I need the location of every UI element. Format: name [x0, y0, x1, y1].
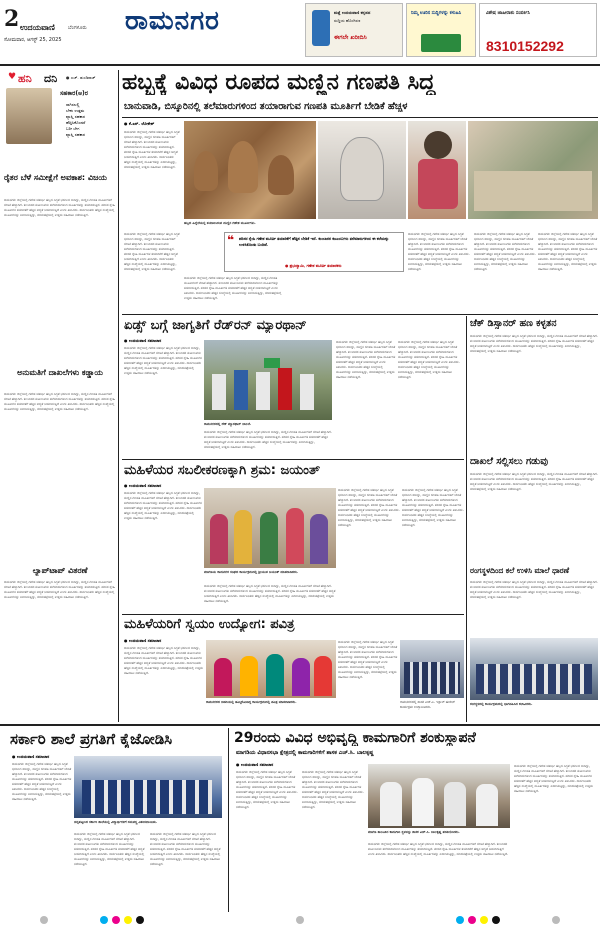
- masthead-rule: [0, 64, 600, 66]
- poem-line: ವ್ಯಾಪ್ತಿ ಸಹಕಾರ: [66, 114, 85, 119]
- women-body-4: ರಾಮನಗರ: ಜಿಲ್ಲೆಯಲ್ಲಿ ಗಣೇಶ ಚತುರ್ಥಿ ಹಬ್ಬದ ಸಿದ್ಧತೆ ಭರದಿಂದ ಸಾಗಿದ್ದು, ಮಣ್ಣಿನ ಗಣಪತಿ ಮೂರ್ತಿಗಳಿಗೆ ಬೇಡಿಕೆ ಹೆಚ್ಚಾಗಿದೆ. ಕುಂಬಾರರ ಕುಟುಂಬಗಳು ತಲೆಮಾರುಗಳಿಂದ ಮೂರ್ತಿಗಳನ್ನು ತಯಾರಿಸುತ್ತಿವೆ. ಪರಿಸರ ಸ್ನೇಹಿ ಮೂರ್ತಿಗಳ ತಯಾರಿಕೆಗೆ ಹೆಚ್ಚಿನ ಆದ್ಯತೆ ನೀಡಲಾಗುತ್ತಿದೆ ಎಂದು ತಿಳಿಸಿದರು. ಸಾರ್ವಜನಿಕರು ಹೆಚ್ಚಿನ ಸಂಖ್ಯೆಯಲ್ಲಿ ಮೂರ್ತಿಗಳನ್ನು ಖರೀದಿಸುತ್ತಿದ್ದು, ಮಾರುಕಟ್ಟೆಯಲ್ಲಿ ಉತ್ತಮ ವಹಿವಾಟು ನಡೆಯುತ್ತಿದೆ.: [402, 488, 464, 527]
- columnist-portrait: [6, 88, 52, 144]
- ad-phone-number: 8310152292: [486, 38, 564, 54]
- works-body-4: ರಾಮನಗರ: ಜಿಲ್ಲೆಯಲ್ಲಿ ಗಣೇಶ ಚತುರ್ಥಿ ಹಬ್ಬದ ಸಿದ್ಧತೆ ಭರದಿಂದ ಸಾಗಿದ್ದು, ಮಣ್ಣಿನ ಗಣಪತಿ ಮೂರ್ತಿಗಳಿಗೆ ಬೇಡಿಕೆ ಹೆಚ್ಚಾಗಿದೆ. ಕುಂಬಾರರ ಕುಟುಂಬಗಳು ತಲೆಮಾರುಗಳಿಂದ ಮೂರ್ತಿಗಳನ್ನು ತಯಾರಿಸುತ್ತಿವೆ. ಪರಿಸರ ಸ್ನೇಹಿ ಮೂರ್ತಿಗಳ ತಯಾರಿಕೆಗೆ ಹೆಚ್ಚಿನ ಆದ್ಯತೆ ನೀಡಲಾಗುತ್ತಿದೆ ಎಂದು ತಿಳಿಸಿದರು. ಸಾರ್ವಜನಿಕರು ಹೆಚ್ಚಿನ ಸಂಖ್ಯೆಯಲ್ಲಿ ಮೂರ್ತಿಗಳನ್ನು ಖರೀದಿಸುತ್ತಿದ್ದು, ಮಾರುಕಟ್ಟೆಯಲ್ಲಿ ಉತ್ತಮ ವಹಿವಾಟು ನಡೆಯುತ್ತಿದೆ.: [514, 764, 594, 793]
- works-subhead: ಮಾಗಡಿಯ ವಿಧಾನಸಭಾ ಕ್ಷೇತ್ರದಲ್ಲಿ ಕಾಮಗಾರಿಗಳಿಗೆ ಶಾಸಕ ಎಚ್.ಸಿ. ಬಾಲಕೃಷ್ಣ: [236, 750, 374, 756]
- aids-photo: [204, 340, 332, 420]
- columnist-logo-1: ಹನಿ: [18, 72, 32, 85]
- selfemp-photo: [206, 640, 336, 698]
- left-story1-headline: ರೈತರ ಬೆಳೆ ಸಮೀಕ್ಷೆಗೆ ಅವಕಾಶ: ವಿಜಯ: [4, 173, 107, 182]
- main-bottom-rule: [122, 314, 598, 315]
- right-story3-headline: ರಂಗಸ್ಥಳದಿಂದ ಕಲೆ ಉಳಿಸಿ ಮಾಲೆ ಧಾರಣೆ: [470, 566, 570, 575]
- women-bottom-rule: [122, 614, 464, 615]
- aids-body-1: ರಾಮನಗರ: ಜಿಲ್ಲೆಯಲ್ಲಿ ಗಣೇಶ ಚತುರ್ಥಿ ಹಬ್ಬದ ಸಿದ್ಧತೆ ಭರದಿಂದ ಸಾಗಿದ್ದು, ಮಣ್ಣಿನ ಗಣಪತಿ ಮೂರ್ತಿಗಳಿಗೆ ಬೇಡಿಕೆ ಹೆಚ್ಚಾಗಿದೆ. ಕುಂಬಾರರ ಕುಟುಂಬಗಳು ತಲೆಮಾರುಗಳಿಂದ ಮೂರ್ತಿಗಳನ್ನು ತಯಾರಿಸುತ್ತಿವೆ. ಪರಿಸರ ಸ್ನೇಹಿ ಮೂರ್ತಿಗಳ ತಯಾರಿಕೆಗೆ ಹೆಚ್ಚಿನ ಆದ್ಯತೆ ನೀಡಲಾಗುತ್ತಿದೆ ಎಂದು ತಿಳಿಸಿದರು. ಸಾರ್ವಜನಿಕರು ಹೆಚ್ಚಿನ ಸಂಖ್ಯೆಯಲ್ಲಿ ಮೂರ್ತಿಗಳನ್ನು ಖರೀದಿಸುತ್ತಿದ್ದು, ಮಾರುಕಟ್ಟೆಯಲ್ಲಿ ಉತ್ತಮ ವಹಿವಾಟು ನಡೆಯುತ್ತಿದೆ.: [124, 346, 202, 375]
- ad2-text: ನಿಮ್ಮ ಊರಿನ ಸುದ್ದಿಗಳನ್ನು ಕಳುಹಿಸಿ: [411, 11, 462, 16]
- phone-graphic-icon: [312, 10, 330, 46]
- columnist-box: [4, 70, 116, 168]
- ad3-text: ವಿಶೇಷ ಜಾಹೀರಾತು ಸಂಪರ್ಕಿಸಿ: [486, 11, 530, 16]
- columnist-logo-2: ದನಿ: [44, 72, 58, 85]
- selfemp-caption: ರಾಮನಗರದ ಬಿಡದಿಯಲ್ಲಿ ಹಮ್ಮಿಕೊಂಡಿದ್ದ ಕಾರ್ಯಕ್ರಮದಲ್ಲಿ ಪವಿತ್ರ ಮಾತನಾಡಿದರು.: [206, 700, 297, 704]
- poem-line: ವ್ಯಾಪ್ತಿ ಸಹಕಾರ: [66, 132, 85, 137]
- main-body-col4: ರಾಮನಗರ: ಜಿಲ್ಲೆಯಲ್ಲಿ ಗಣೇಶ ಚತುರ್ಥಿ ಹಬ್ಬದ ಸಿದ್ಧತೆ ಭರದಿಂದ ಸಾಗಿದ್ದು, ಮಣ್ಣಿನ ಗಣಪತಿ ಮೂರ್ತಿಗಳಿಗೆ ಬೇಡಿಕೆ ಹೆಚ್ಚಾಗಿದೆ. ಕುಂಬಾರರ ಕುಟುಂಬಗಳು ತಲೆಮಾರುಗಳಿಂದ ಮೂರ್ತಿಗಳನ್ನು ತಯಾರಿಸುತ್ತಿವೆ. ಪರಿಸರ ಸ್ನೇಹಿ ಮೂರ್ತಿಗಳ ತಯಾರಿಕೆಗೆ ಹೆಚ್ಚಿನ ಆದ್ಯತೆ ನೀಡಲಾಗುತ್ತಿದೆ ಎಂದು ತಿಳಿಸಿದರು. ಸಾರ್ವಜನಿಕರು ಹೆಚ್ಚಿನ ಸಂಖ್ಯೆಯಲ್ಲಿ ಮೂರ್ತಿಗಳನ್ನು ಖರೀದಿಸುತ್ತಿದ್ದು, ಮಾರುಕಟ್ಟೆಯಲ್ಲಿ ಉತ್ತಮ ವಹಿವಾಟು ನಡೆಯುತ್ತಿದೆ.: [408, 232, 470, 271]
- school-byline: ● ಉದಯವಾಣಿ ಸಮಾಚಾರ: [12, 754, 50, 759]
- ad2-graphic: [421, 34, 461, 52]
- main-photo-ganesha: [318, 121, 406, 219]
- main-byline: ● ಕೆ.ಎಸ್. ಲೋಕೇಶ್: [124, 121, 155, 126]
- ad-news-submit[interactable]: [406, 3, 476, 57]
- aids-caption: ರಾಮನಗರದಲ್ಲಿ ರೆಡ್ ಮ್ಯಾರಥಾನ್ ಚಾಲನೆ.: [204, 422, 252, 426]
- left-story3-headline: ಲ್ಯಾಪ್‌ಟಾಪ್ ವಿತರಣೆ: [32, 566, 88, 575]
- main-headline: ಹಬ್ಬಕ್ಕೆ ವಿವಿಧ ರೂಪದ ಮಣ್ಣಿನ ಗಣಪತಿ ಸಿದ್ಧ: [122, 70, 436, 95]
- columnist-author: ● ಎಚ್. ಡುಂಡಿರಾಜ್: [66, 75, 96, 80]
- main-photo-artisan: [408, 121, 466, 219]
- selfemp-photo-2: [400, 640, 464, 698]
- left-story2-body: ರಾಮನಗರ: ಜಿಲ್ಲೆಯಲ್ಲಿ ಗಣೇಶ ಚತುರ್ಥಿ ಹಬ್ಬದ ಸಿದ್ಧತೆ ಭರದಿಂದ ಸಾಗಿದ್ದು, ಮಣ್ಣಿನ ಗಣಪತಿ ಮೂರ್ತಿಗಳಿಗೆ ಬೇಡಿಕೆ ಹೆಚ್ಚಾಗಿದೆ. ಕುಂಬಾರರ ಕುಟುಂಬಗಳು ತಲೆಮಾರುಗಳಿಂದ ಮೂರ್ತಿಗಳನ್ನು ತಯಾರಿಸುತ್ತಿವೆ. ಪರಿಸರ ಸ್ನೇಹಿ ಮೂರ್ತಿಗಳ ತಯಾರಿಕೆಗೆ ಹೆಚ್ಚಿನ ಆದ್ಯತೆ ನೀಡಲಾಗುತ್ತಿದೆ ಎಂದು ತಿಳಿಸಿದರು. ಸಾರ್ವಜನಿಕರು ಹೆಚ್ಚಿನ ಸಂಖ್ಯೆಯಲ್ಲಿ ಮೂರ್ತಿಗಳನ್ನು ಖರೀದಿಸುತ್ತಿದ್ದು, ಮಾರುಕಟ್ಟೆಯಲ್ಲಿ ಉತ್ತಮ ವಹಿವಾಟು ನಡೆಯುತ್ತಿದೆ.: [4, 392, 115, 411]
- aids-body-4: ರಾಮನಗರ: ಜಿಲ್ಲೆಯಲ್ಲಿ ಗಣೇಶ ಚತುರ್ಥಿ ಹಬ್ಬದ ಸಿದ್ಧತೆ ಭರದಿಂದ ಸಾಗಿದ್ದು, ಮಣ್ಣಿನ ಗಣಪತಿ ಮೂರ್ತಿಗಳಿಗೆ ಬೇಡಿಕೆ ಹೆಚ್ಚಾಗಿದೆ. ಕುಂಬಾರರ ಕುಟುಂಬಗಳು ತಲೆಮಾರುಗಳಿಂದ ಮೂರ್ತಿಗಳನ್ನು ತಯಾರಿಸುತ್ತಿವೆ. ಪರಿಸರ ಸ್ನೇಹಿ ಮೂರ್ತಿಗಳ ತಯಾರಿಕೆಗೆ ಹೆಚ್ಚಿನ ಆದ್ಯತೆ ನೀಡಲಾಗುತ್ತಿದೆ ಎಂದು ತಿಳಿಸಿದರು. ಸಾರ್ವಜನಿಕರು ಹೆಚ್ಚಿನ ಸಂಖ್ಯೆಯಲ್ಲಿ ಮೂರ್ತಿಗಳನ್ನು ಖರೀದಿಸುತ್ತಿದ್ದು, ಮಾರುಕಟ್ಟೆಯಲ್ಲಿ ಉತ್ತಮ ವಹಿವಾಟು ನಡೆಯುತ್ತಿದೆ.: [398, 340, 460, 379]
- left-story1-body: ರಾಮನಗರ: ಜಿಲ್ಲೆಯಲ್ಲಿ ಗಣೇಶ ಚತುರ್ಥಿ ಹಬ್ಬದ ಸಿದ್ಧತೆ ಭರದಿಂದ ಸಾಗಿದ್ದು, ಮಣ್ಣಿನ ಗಣಪತಿ ಮೂರ್ತಿಗಳಿಗೆ ಬೇಡಿಕೆ ಹೆಚ್ಚಾಗಿದೆ. ಕುಂಬಾರರ ಕುಟುಂಬಗಳು ತಲೆಮಾರುಗಳಿಂದ ಮೂರ್ತಿಗಳನ್ನು ತಯಾರಿಸುತ್ತಿವೆ. ಪರಿಸರ ಸ್ನೇಹಿ ಮೂರ್ತಿಗಳ ತಯಾರಿಕೆಗೆ ಹೆಚ್ಚಿನ ಆದ್ಯತೆ ನೀಡಲಾಗುತ್ತಿದೆ ಎಂದು ತಿಳಿಸಿದರು. ಸಾರ್ವಜನಿಕರು ಹೆಚ್ಚಿನ ಸಂಖ್ಯೆಯಲ್ಲಿ ಮೂರ್ತಿಗಳನ್ನು ಖರೀದಿಸುತ್ತಿದ್ದು, ಮಾರುಕಟ್ಟೆಯಲ್ಲಿ ಉತ್ತಮ ವಹಿವಾಟು ನಡೆಯುತ್ತಿದೆ.: [4, 198, 115, 217]
- women-body-1: ರಾಮನಗರ: ಜಿಲ್ಲೆಯಲ್ಲಿ ಗಣೇಶ ಚತುರ್ಥಿ ಹಬ್ಬದ ಸಿದ್ಧತೆ ಭರದಿಂದ ಸಾಗಿದ್ದು, ಮಣ್ಣಿನ ಗಣಪತಿ ಮೂರ್ತಿಗಳಿಗೆ ಬೇಡಿಕೆ ಹೆಚ್ಚಾಗಿದೆ. ಕುಂಬಾರರ ಕುಟುಂಬಗಳು ತಲೆಮಾರುಗಳಿಂದ ಮೂರ್ತಿಗಳನ್ನು ತಯಾರಿಸುತ್ತಿವೆ. ಪರಿಸರ ಸ್ನೇಹಿ ಮೂರ್ತಿಗಳ ತಯಾರಿಕೆಗೆ ಹೆಚ್ಚಿನ ಆದ್ಯತೆ ನೀಡಲಾಗುತ್ತಿದೆ ಎಂದು ತಿಳಿಸಿದರು. ಸಾರ್ವಜನಿಕರು ಹೆಚ್ಚಿನ ಸಂಖ್ಯೆಯಲ್ಲಿ ಮೂರ್ತಿಗಳನ್ನು ಖರೀದಿಸುತ್ತಿದ್ದು, ಮಾರುಕಟ್ಟೆಯಲ್ಲಿ ಉತ್ತಮ ವಹಿವಾಟು ನಡೆಯುತ್ತಿದೆ.: [124, 491, 202, 520]
- quote-text: ಪರಿಸರ ಸ್ನೇಹಿ ಗಣೇಶ ಮೂರ್ತಿ ತಯಾರಿಕೆಗೆ ಹೆಚ್ಚಿನ ಬೇಡಿಕೆ ಇದೆ. ಕುಂಬಾರರ ಕುಟುಂಬಗಳು ತಲೆಮಾರುಗಳಿಂದ ಈ ಕಲೆಯನ್ನು ಉಳಿಸಿಕೊಂಡು ಬಂದಿವೆ.: [239, 236, 389, 247]
- poem-title: ಸಹಕಾರ(ಅ)ರ: [60, 90, 88, 97]
- city-label: ಬೆಂಗಳೂರು: [68, 25, 87, 31]
- aids-bottom-rule: [122, 459, 464, 460]
- selfemp-body-1: ರಾಮನಗರ: ಜಿಲ್ಲೆಯಲ್ಲಿ ಗಣೇಶ ಚತುರ್ಥಿ ಹಬ್ಬದ ಸಿದ್ಧತೆ ಭರದಿಂದ ಸಾಗಿದ್ದು, ಮಣ್ಣಿನ ಗಣಪತಿ ಮೂರ್ತಿಗಳಿಗೆ ಬೇಡಿಕೆ ಹೆಚ್ಚಾಗಿದೆ. ಕುಂಬಾರರ ಕುಟುಂಬಗಳು ತಲೆಮಾರುಗಳಿಂದ ಮೂರ್ತಿಗಳನ್ನು ತಯಾರಿಸುತ್ತಿವೆ. ಪರಿಸರ ಸ್ನೇಹಿ ಮೂರ್ತಿಗಳ ತಯಾರಿಕೆಗೆ ಹೆಚ್ಚಿನ ಆದ್ಯತೆ ನೀಡಲಾಗುತ್ತಿದೆ ಎಂದು ತಿಳಿಸಿದರು. ಸಾರ್ವಜನಿಕರು ಹೆಚ್ಚಿನ ಸಂಖ್ಯೆಯಲ್ಲಿ ಮೂರ್ತಿಗಳನ್ನು ಖರೀದಿಸುತ್ತಿದ್ದು, ಮಾರುಕಟ್ಟೆಯಲ್ಲಿ ಉತ್ತಮ ವಹಿವಾಟು ನಡೆಯುತ್ತಿದೆ.: [124, 646, 204, 675]
- school-body-2: ರಾಮನಗರ: ಜಿಲ್ಲೆಯಲ್ಲಿ ಗಣೇಶ ಚತುರ್ಥಿ ಹಬ್ಬದ ಸಿದ್ಧತೆ ಭರದಿಂದ ಸಾಗಿದ್ದು, ಮಣ್ಣಿನ ಗಣಪತಿ ಮೂರ್ತಿಗಳಿಗೆ ಬೇಡಿಕೆ ಹೆಚ್ಚಾಗಿದೆ. ಕುಂಬಾರರ ಕುಟುಂಬಗಳು ತಲೆಮಾರುಗಳಿಂದ ಮೂರ್ತಿಗಳನ್ನು ತಯಾರಿಸುತ್ತಿವೆ. ಪರಿಸರ ಸ್ನೇಹಿ ಮೂರ್ತಿಗಳ ತಯಾರಿಕೆಗೆ ಹೆಚ್ಚಿನ ಆದ್ಯತೆ ನೀಡಲಾಗುತ್ತಿದೆ ಎಂದು ತಿಳಿಸಿದರು. ಸಾರ್ವಜನಿಕರು ಹೆಚ್ಚಿನ ಸಂಖ್ಯೆಯಲ್ಲಿ ಮೂರ್ತಿಗಳನ್ನು ಖರೀದಿಸುತ್ತಿದ್ದು, ಮಾರುಕಟ್ಟೆಯಲ್ಲಿ ಉತ್ತಮ ವಹಿವಾಟು ನಡೆಯುತ್ತಿದೆ.: [74, 832, 145, 866]
- masthead: [0, 0, 600, 68]
- main-body-col2: ರಾಮನಗರ: ಜಿಲ್ಲೆಯಲ್ಲಿ ಗಣೇಶ ಚತುರ್ಥಿ ಹಬ್ಬದ ಸಿದ್ಧತೆ ಭರದಿಂದ ಸಾಗಿದ್ದು, ಮಣ್ಣಿನ ಗಣಪತಿ ಮೂರ್ತಿಗಳಿಗೆ ಬೇಡಿಕೆ ಹೆಚ್ಚಾಗಿದೆ. ಕುಂಬಾರರ ಕುಟುಂಬಗಳು ತಲೆಮಾರುಗಳಿಂದ ಮೂರ್ತಿಗಳನ್ನು ತಯಾರಿಸುತ್ತಿವೆ. ಪರಿಸರ ಸ್ನೇಹಿ ಮೂರ್ತಿಗಳ ತಯಾರಿಕೆಗೆ ಹೆಚ್ಚಿನ ಆದ್ಯತೆ ನೀಡಲಾಗುತ್ತಿದೆ ಎಂದು ತಿಳಿಸಿದರು. ಸಾರ್ವಜನಿಕರು ಹೆಚ್ಚಿನ ಸಂಖ್ಯೆಯಲ್ಲಿ ಮೂರ್ತಿಗಳನ್ನು ಖರೀದಿಸುತ್ತಿದ್ದು, ಮಾರುಕಟ್ಟೆಯಲ್ಲಿ ಉತ್ತಮ ವಹಿವಾಟು ನಡೆಯುತ್ತಿದೆ.: [124, 232, 180, 271]
- heart-icon: ♥: [8, 72, 17, 82]
- selfemp-headline: ಮಹಿಳೆಯರಿಗೆ ಸ್ವಯಂ ಉದ್ಯೋಗ: ಪವಿತ್ರ: [124, 617, 295, 632]
- works-body-1: ರಾಮನಗರ: ಜಿಲ್ಲೆಯಲ್ಲಿ ಗಣೇಶ ಚತುರ್ಥಿ ಹಬ್ಬದ ಸಿದ್ಧತೆ ಭರದಿಂದ ಸಾಗಿದ್ದು, ಮಣ್ಣಿನ ಗಣಪತಿ ಮೂರ್ತಿಗಳಿಗೆ ಬೇಡಿಕೆ ಹೆಚ್ಚಾಗಿದೆ. ಕುಂಬಾರರ ಕುಟುಂಬಗಳು ತಲೆಮಾರುಗಳಿಂದ ಮೂರ್ತಿಗಳನ್ನು ತಯಾರಿಸುತ್ತಿವೆ. ಪರಿಸರ ಸ್ನೇಹಿ ಮೂರ್ತಿಗಳ ತಯಾರಿಕೆಗೆ ಹೆಚ್ಚಿನ ಆದ್ಯತೆ ನೀಡಲಾಗುತ್ತಿದೆ ಎಂದು ತಿಳಿಸಿದರು. ಸಾರ್ವಜನಿಕರು ಹೆಚ್ಚಿನ ಸಂಖ್ಯೆಯಲ್ಲಿ ಮೂರ್ತಿಗಳನ್ನು ಖರೀದಿಸುತ್ತಿದ್ದು, ಮಾರುಕಟ್ಟೆಯಲ್ಲಿ ಉತ್ತಮ ವಹಿವಾಟು ನಡೆಯುತ್ತಿದೆ.: [236, 770, 298, 809]
- ad1-text: ಮತ್ತೆ ಉದಯವಾಣಿ ಕನ್ನಡದ: [334, 10, 371, 15]
- aids-headline: ಏಡ್ಸ್ ಬಗ್ಗೆ ಜಾಗೃತಿಗೆ ರೆಡ್‌ರನ್ ಮ್ಯಾರಥಾನ್: [124, 318, 307, 333]
- right-story2-headline: ದಾಖಲೆ ಸಲ್ಲಿಸಲು ಗಡುವು: [470, 456, 548, 467]
- selfemp-body-2: ರಾಮನಗರ: ಜಿಲ್ಲೆಯಲ್ಲಿ ಗಣೇಶ ಚತುರ್ಥಿ ಹಬ್ಬದ ಸಿದ್ಧತೆ ಭರದಿಂದ ಸಾಗಿದ್ದು, ಮಣ್ಣಿನ ಗಣಪತಿ ಮೂರ್ತಿಗಳಿಗೆ ಬೇಡಿಕೆ ಹೆಚ್ಚಾಗಿದೆ. ಕುಂಬಾರರ ಕುಟುಂಬಗಳು ತಲೆಮಾರುಗಳಿಂದ ಮೂರ್ತಿಗಳನ್ನು ತಯಾರಿಸುತ್ತಿವೆ. ಪರಿಸರ ಸ್ನೇಹಿ ಮೂರ್ತಿಗಳ ತಯಾರಿಕೆಗೆ ಹೆಚ್ಚಿನ ಆದ್ಯತೆ ನೀಡಲಾಗುತ್ತಿದೆ ಎಂದು ತಿಳಿಸಿದರು. ಸಾರ್ವಜನಿಕರು ಹೆಚ್ಚಿನ ಸಂಖ್ಯೆಯಲ್ಲಿ ಮೂರ್ತಿಗಳನ್ನು ಖರೀದಿಸುತ್ತಿದ್ದು, ಮಾರುಕಟ್ಟೆಯಲ್ಲಿ ಉತ್ತಮ ವಹಿವಾಟು ನಡೆಯುತ್ತಿದೆ.: [338, 640, 398, 679]
- school-col-rule: [228, 728, 229, 912]
- aids-byline: ● ಉದಯವಾಣಿ ಸಮಾಚಾರ: [124, 338, 162, 343]
- school-photo: [74, 756, 222, 818]
- selfemp-byline: ● ಉದಯವಾಣಿ ಸಮಾಚಾರ: [124, 638, 162, 643]
- poem-body: [66, 102, 116, 138]
- poem-line: ಬರೀ ಬೇಗ: [66, 126, 80, 131]
- works-headline: 29ರಂದು ವಿವಿಧ ಅಭಿವೃದ್ಧಿ ಕಾಮಗಾರಿಗೆ ಶಂಕುಸ್ಥಾಪನೆ: [234, 730, 476, 746]
- women-photo: [204, 488, 336, 568]
- works-caption: ಮಾಗಡಿ ತಾಲೂಕಿನ ಕಾಮಗಾರಿ ಸ್ಥಳವನ್ನು ಶಾಸಕ ಎಚ್.ಸಿ. ಬಾಲಕೃಷ್ಣ ಪರಿಶೀಲಿಸಿದರು.: [368, 830, 460, 834]
- school-headline: ಸರ್ಕಾರಿ ಶಾಲೆ ಪ್ರಗತಿಗೆ ಕೈಜೋಡಿಸಿ: [10, 730, 173, 748]
- right-story3-body: ರಾಮನಗರ: ಜಿಲ್ಲೆಯಲ್ಲಿ ಗಣೇಶ ಚತುರ್ಥಿ ಹಬ್ಬದ ಸಿದ್ಧತೆ ಭರದಿಂದ ಸಾಗಿದ್ದು, ಮಣ್ಣಿನ ಗಣಪತಿ ಮೂರ್ತಿಗಳಿಗೆ ಬೇಡಿಕೆ ಹೆಚ್ಚಾಗಿದೆ. ಕುಂಬಾರರ ಕುಟುಂಬಗಳು ತಲೆಮಾರುಗಳಿಂದ ಮೂರ್ತಿಗಳನ್ನು ತಯಾರಿಸುತ್ತಿವೆ. ಪರಿಸರ ಸ್ನೇಹಿ ಮೂರ್ತಿಗಳ ತಯಾರಿಕೆಗೆ ಹೆಚ್ಚಿನ ಆದ್ಯತೆ ನೀಡಲಾಗುತ್ತಿದೆ ಎಂದು ತಿಳಿಸಿದರು. ಸಾರ್ವಜನಿಕರು ಹೆಚ್ಚಿನ ಸಂಖ್ಯೆಯಲ್ಲಿ ಮೂರ್ತಿಗಳನ್ನು ಖರೀದಿಸುತ್ತಿದ್ದು, ಮಾರುಕಟ್ಟೆಯಲ್ಲಿ ಉತ್ತಮ ವಹಿವಾಟು ನಡೆಯುತ್ತಿದೆ.: [470, 580, 598, 599]
- main-photo-shop: [468, 121, 598, 219]
- aids-body-2: ರಾಮನಗರ: ಜಿಲ್ಲೆಯಲ್ಲಿ ಗಣೇಶ ಚತುರ್ಥಿ ಹಬ್ಬದ ಸಿದ್ಧತೆ ಭರದಿಂದ ಸಾಗಿದ್ದು, ಮಣ್ಣಿನ ಗಣಪತಿ ಮೂರ್ತಿಗಳಿಗೆ ಬೇಡಿಕೆ ಹೆಚ್ಚಾಗಿದೆ. ಕುಂಬಾರರ ಕುಟುಂಬಗಳು ತಲೆಮಾರುಗಳಿಂದ ಮೂರ್ತಿಗಳನ್ನು ತಯಾರಿಸುತ್ತಿವೆ. ಪರಿಸರ ಸ್ನೇಹಿ ಮೂರ್ತಿಗಳ ತಯಾರಿಕೆಗೆ ಹೆಚ್ಚಿನ ಆದ್ಯತೆ ನೀಡಲಾಗುತ್ತಿದೆ ಎಂದು ತಿಳಿಸಿದರು. ಸಾರ್ವಜನಿಕರು ಹೆಚ್ಚಿನ ಸಂಖ್ಯೆಯಲ್ಲಿ ಮೂರ್ತಿಗಳನ್ನು ಖರೀದಿಸುತ್ತಿದ್ದು, ಮಾರುಕಟ್ಟೆಯಲ್ಲಿ ಉತ್ತಮ ವಹಿವಾಟು ನಡೆಯುತ್ತಿದೆ.: [204, 430, 332, 449]
- poem-line: ಸಾಗಿಸಲಲ್ಲಿ: [66, 102, 80, 107]
- poem-line: ಹೆಚ್ಚಿಸಿಕೊಂಡರೆ: [66, 120, 86, 125]
- lower-section-rule: [0, 724, 600, 726]
- school-body-3: ರಾಮನಗರ: ಜಿಲ್ಲೆಯಲ್ಲಿ ಗಣೇಶ ಚತುರ್ಥಿ ಹಬ್ಬದ ಸಿದ್ಧತೆ ಭರದಿಂದ ಸಾಗಿದ್ದು, ಮಣ್ಣಿನ ಗಣಪತಿ ಮೂರ್ತಿಗಳಿಗೆ ಬೇಡಿಕೆ ಹೆಚ್ಚಾಗಿದೆ. ಕುಂಬಾರರ ಕುಟುಂಬಗಳು ತಲೆಮಾರುಗಳಿಂದ ಮೂರ್ತಿಗಳನ್ನು ತಯಾರಿಸುತ್ತಿವೆ. ಪರಿಸರ ಸ್ನೇಹಿ ಮೂರ್ತಿಗಳ ತಯಾರಿಕೆಗೆ ಹೆಚ್ಚಿನ ಆದ್ಯತೆ ನೀಡಲಾಗುತ್ತಿದೆ ಎಂದು ತಿಳಿಸಿದರು. ಸಾರ್ವಜನಿಕರು ಹೆಚ್ಚಿನ ಸಂಖ್ಯೆಯಲ್ಲಿ ಮೂರ್ತಿಗಳನ್ನು ಖರೀದಿಸುತ್ತಿದ್ದು, ಮಾರುಕಟ್ಟೆಯಲ್ಲಿ ಉತ್ತಮ ವಹಿವಾಟು ನಡೆಯುತ್ತಿದೆ.: [150, 832, 221, 866]
- works-body-3: ರಾಮನಗರ: ಜಿಲ್ಲೆಯಲ್ಲಿ ಗಣೇಶ ಚತುರ್ಥಿ ಹಬ್ಬದ ಸಿದ್ಧತೆ ಭರದಿಂದ ಸಾಗಿದ್ದು, ಮಣ್ಣಿನ ಗಣಪತಿ ಮೂರ್ತಿಗಳಿಗೆ ಬೇಡಿಕೆ ಹೆಚ್ಚಾಗಿದೆ. ಕುಂಬಾರರ ಕುಟುಂಬಗಳು ತಲೆಮಾರುಗಳಿಂದ ಮೂರ್ತಿಗಳನ್ನು ತಯಾರಿಸುತ್ತಿವೆ. ಪರಿಸರ ಸ್ನೇಹಿ ಮೂರ್ತಿಗಳ ತಯಾರಿಕೆಗೆ ಹೆಚ್ಚಿನ ಆದ್ಯತೆ ನೀಡಲಾಗುತ್ತಿದೆ ಎಂದು ತಿಳಿಸಿದರು. ಸಾರ್ವಜನಿಕರು ಹೆಚ್ಚಿನ ಸಂಖ್ಯೆಯಲ್ಲಿ ಮೂರ್ತಿಗಳನ್ನು ಖರೀದಿಸುತ್ತಿದ್ದು, ಮಾರುಕಟ್ಟೆಯಲ್ಲಿ ಉತ್ತಮ ವಹಿವಾಟು ನಡೆಯುತ್ತಿದೆ.: [368, 842, 509, 856]
- ad1-text-2: ಸುದ್ದಿಯ ಹೊಂಗಿರಣ: [334, 18, 361, 23]
- main-body-col3: ರಾಮನಗರ: ಜಿಲ್ಲೆಯಲ್ಲಿ ಗಣೇಶ ಚತುರ್ಥಿ ಹಬ್ಬದ ಸಿದ್ಧತೆ ಭರದಿಂದ ಸಾಗಿದ್ದು, ಮಣ್ಣಿನ ಗಣಪತಿ ಮೂರ್ತಿಗಳಿಗೆ ಬೇಡಿಕೆ ಹೆಚ್ಚಾಗಿದೆ. ಕುಂಬಾರರ ಕುಟುಂಬಗಳು ತಲೆಮಾರುಗಳಿಂದ ಮೂರ್ತಿಗಳನ್ನು ತಯಾರಿಸುತ್ತಿವೆ. ಪರಿಸರ ಸ್ನೇಹಿ ಮೂರ್ತಿಗಳ ತಯಾರಿಕೆಗೆ ಹೆಚ್ಚಿನ ಆದ್ಯತೆ ನೀಡಲಾಗುತ್ತಿದೆ ಎಂದು ತಿಳಿಸಿದರು. ಸಾರ್ವಜನಿಕರು ಹೆಚ್ಚಿನ ಸಂಖ್ಯೆಯಲ್ಲಿ ಮೂರ್ತಿಗಳನ್ನು ಖರೀದಿಸುತ್ತಿದ್ದು, ಮಾರುಕಟ್ಟೆಯಲ್ಲಿ ಉತ್ತಮ ವಹಿವಾಟು ನಡೆಯುತ್ತಿದೆ.: [184, 276, 282, 300]
- main-body-col6: ರಾಮನಗರ: ಜಿಲ್ಲೆಯಲ್ಲಿ ಗಣೇಶ ಚತುರ್ಥಿ ಹಬ್ಬದ ಸಿದ್ಧತೆ ಭರದಿಂದ ಸಾಗಿದ್ದು, ಮಣ್ಣಿನ ಗಣಪತಿ ಮೂರ್ತಿಗಳಿಗೆ ಬೇಡಿಕೆ ಹೆಚ್ಚಾಗಿದೆ. ಕುಂಬಾರರ ಕುಟುಂಬಗಳು ತಲೆಮಾರುಗಳಿಂದ ಮೂರ್ತಿಗಳನ್ನು ತಯಾರಿಸುತ್ತಿವೆ. ಪರಿಸರ ಸ್ನೇಹಿ ಮೂರ್ತಿಗಳ ತಯಾರಿಕೆಗೆ ಹೆಚ್ಚಿನ ಆದ್ಯತೆ ನೀಡಲಾಗುತ್ತಿದೆ ಎಂದು ತಿಳಿಸಿದರು. ಸಾರ್ವಜನಿಕರು ಹೆಚ್ಚಿನ ಸಂಖ್ಯೆಯಲ್ಲಿ ಮೂರ್ತಿಗಳನ್ನು ಖರೀದಿಸುತ್ತಿದ್ದು, ಮಾರುಕಟ್ಟೆಯಲ್ಲಿ ಉತ್ತಮ ವಹಿವಾಟು ನಡೆಯುತ್ತಿದೆ.: [538, 232, 598, 271]
- issue-date: ಸೋಮವಾರ, ಆಗಸ್ಟ್ 25, 2025: [4, 37, 62, 43]
- paper-name: ಉದಯವಾಣಿ: [20, 23, 55, 32]
- left-col-rule: [118, 70, 119, 722]
- works-photo: [368, 764, 510, 828]
- main-body-col5: ರಾಮನಗರ: ಜಿಲ್ಲೆಯಲ್ಲಿ ಗಣೇಶ ಚತುರ್ಥಿ ಹಬ್ಬದ ಸಿದ್ಧತೆ ಭರದಿಂದ ಸಾಗಿದ್ದು, ಮಣ್ಣಿನ ಗಣಪತಿ ಮೂರ್ತಿಗಳಿಗೆ ಬೇಡಿಕೆ ಹೆಚ್ಚಾಗಿದೆ. ಕುಂಬಾರರ ಕುಟುಂಬಗಳು ತಲೆಮಾರುಗಳಿಂದ ಮೂರ್ತಿಗಳನ್ನು ತಯಾರಿಸುತ್ತಿವೆ. ಪರಿಸರ ಸ್ನೇಹಿ ಮೂರ್ತಿಗಳ ತಯಾರಿಕೆಗೆ ಹೆಚ್ಚಿನ ಆದ್ಯತೆ ನೀಡಲಾಗುತ್ತಿದೆ ಎಂದು ತಿಳಿಸಿದರು. ಸಾರ್ವಜನಿಕರು ಹೆಚ್ಚಿನ ಸಂಖ್ಯೆಯಲ್ಲಿ ಮೂರ್ತಿಗಳನ್ನು ಖರೀದಿಸುತ್ತಿದ್ದು, ಮಾರುಕಟ್ಟೆಯಲ್ಲಿ ಉತ್ತಮ ವಹಿವಾಟು ನಡೆಯುತ್ತಿದೆ.: [474, 232, 536, 271]
- main-subhead: ಬಾನುವಾಡಿ, ಬಿಸ್ಕೂರಿನಲ್ಲಿ ತಲೆಮಾರುಗಳಿಂದ ತಯಾರಾಗುವ ಗಣಪತಿ ಮೂರ್ತಿಗೆ ಬೇಡಿಕೆ ಹೆಚ್ಚಳ: [124, 101, 408, 112]
- right-col-rule: [466, 316, 467, 722]
- works-byline: ● ಉದಯವಾಣಿ ಸಮಾಚಾರ: [236, 762, 274, 767]
- right-story1-headline: ಚೆಕ್ ಡಿಸ್ಸಾನರ್ ಹಣ ಕಳ್ಳತನ: [470, 318, 557, 329]
- women-headline: ಮಹಿಳೆಯರ ಸಬಲೀಕರಣಕ್ಕಾಗಿ ಶ್ರಮ: ಜಯಂತ್: [124, 463, 321, 478]
- poem-line: ಬೇಕು ಉತ್ತಮ: [66, 108, 85, 113]
- quote-mark-icon: ❝: [227, 233, 235, 247]
- headline-rule: [122, 117, 598, 118]
- left-story3-body: ರಾಮನಗರ: ಜಿಲ್ಲೆಯಲ್ಲಿ ಗಣೇಶ ಚತುರ್ಥಿ ಹಬ್ಬದ ಸಿದ್ಧತೆ ಭರದಿಂದ ಸಾಗಿದ್ದು, ಮಣ್ಣಿನ ಗಣಪತಿ ಮೂರ್ತಿಗಳಿಗೆ ಬೇಡಿಕೆ ಹೆಚ್ಚಾಗಿದೆ. ಕುಂಬಾರರ ಕುಟುಂಬಗಳು ತಲೆಮಾರುಗಳಿಂದ ಮೂರ್ತಿಗಳನ್ನು ತಯಾರಿಸುತ್ತಿವೆ. ಪರಿಸರ ಸ್ನೇಹಿ ಮೂರ್ತಿಗಳ ತಯಾರಿಕೆಗೆ ಹೆಚ್ಚಿನ ಆದ್ಯತೆ ನೀಡಲಾಗುತ್ತಿದೆ ಎಂದು ತಿಳಿಸಿದರು. ಸಾರ್ವಜನಿಕರು ಹೆಚ್ಚಿನ ಸಂಖ್ಯೆಯಲ್ಲಿ ಮೂರ್ತಿಗಳನ್ನು ಖರೀದಿಸುತ್ತಿದ್ದು, ಮಾರುಕಟ್ಟೆಯಲ್ಲಿ ಉತ್ತಮ ವಹಿವಾಟು ನಡೆಯುತ್ತಿದೆ.: [4, 580, 115, 599]
- main-body-col1: ರಾಮನಗರ: ಜಿಲ್ಲೆಯಲ್ಲಿ ಗಣೇಶ ಚತುರ್ಥಿ ಹಬ್ಬದ ಸಿದ್ಧತೆ ಭರದಿಂದ ಸಾಗಿದ್ದು, ಮಣ್ಣಿನ ಗಣಪತಿ ಮೂರ್ತಿಗಳಿಗೆ ಬೇಡಿಕೆ ಹೆಚ್ಚಾಗಿದೆ. ಕುಂಬಾರರ ಕುಟುಂಬಗಳು ತಲೆಮಾರುಗಳಿಂದ ಮೂರ್ತಿಗಳನ್ನು ತಯಾರಿಸುತ್ತಿವೆ. ಪರಿಸರ ಸ್ನೇಹಿ ಮೂರ್ತಿಗಳ ತಯಾರಿಕೆಗೆ ಹೆಚ್ಚಿನ ಆದ್ಯತೆ ನೀಡಲಾಗುತ್ತಿದೆ ಎಂದು ತಿಳಿಸಿದರು. ಸಾರ್ವಜನಿಕರು ಹೆಚ್ಚಿನ ಸಂಖ್ಯೆಯಲ್ಲಿ ಮೂರ್ತಿಗಳನ್ನು ಖರೀದಿಸುತ್ತಿದ್ದು, ಮಾರುಕಟ್ಟೆಯಲ್ಲಿ ಉತ್ತಮ ವಹಿವಾಟು ನಡೆಯುತ್ತಿದೆ.: [124, 130, 180, 169]
- right-photo: [470, 638, 598, 700]
- right-photo-caption: ರಂಗಸ್ಥಳದಲ್ಲಿ ಕಾರ್ಯಕ್ರಮದಲ್ಲಿ ಭಾಗವಹಿಸಿದ ಕಲಾವಿದರು.: [470, 702, 533, 706]
- main-photo-caption: ಹಬ್ಬದ ಹಿನ್ನೆಲೆಯಲ್ಲಿ ತಯಾರಿಸಿರುವ ಮಣ್ಣಿನ ಗಣೇಶ ಮೂರ್ತಿಗಳು.: [184, 221, 256, 225]
- school-body-1: ರಾಮನಗರ: ಜಿಲ್ಲೆಯಲ್ಲಿ ಗಣೇಶ ಚತುರ್ಥಿ ಹಬ್ಬದ ಸಿದ್ಧತೆ ಭರದಿಂದ ಸಾಗಿದ್ದು, ಮಣ್ಣಿನ ಗಣಪತಿ ಮೂರ್ತಿಗಳಿಗೆ ಬೇಡಿಕೆ ಹೆಚ್ಚಾಗಿದೆ. ಕುಂಬಾರರ ಕುಟುಂಬಗಳು ತಲೆಮಾರುಗಳಿಂದ ಮೂರ್ತಿಗಳನ್ನು ತಯಾರಿಸುತ್ತಿವೆ. ಪರಿಸರ ಸ್ನೇಹಿ ಮೂರ್ತಿಗಳ ತಯಾರಿಕೆಗೆ ಹೆಚ್ಚಿನ ಆದ್ಯತೆ ನೀಡಲಾಗುತ್ತಿದೆ ಎಂದು ತಿಳಿಸಿದರು. ಸಾರ್ವಜನಿಕರು ಹೆಚ್ಚಿನ ಸಂಖ್ಯೆಯಲ್ಲಿ ಮೂರ್ತಿಗಳನ್ನು ಖರೀದಿಸುತ್ತಿದ್ದು, ಮಾರುಕಟ್ಟೆಯಲ್ಲಿ ಉತ್ತಮ ವಹಿವಾಟು ನಡೆಯುತ್ತಿದೆ.: [12, 762, 72, 801]
- selfemp-photo-2-caption: ರಾಮನಗರದಲ್ಲಿ ಶಾಸಕ ಎಚ್.ಎ. ಇಕ್ಬಾಲ್ ಹುಸೇನ್ ಕಾರ್ಯಕ್ರಮ ಉದ್ಘಾಟಿಸಿದರು.: [400, 700, 456, 709]
- registration-marks: [0, 912, 600, 928]
- women-body-3: ರಾಮನಗರ: ಜಿಲ್ಲೆಯಲ್ಲಿ ಗಣೇಶ ಚತುರ್ಥಿ ಹಬ್ಬದ ಸಿದ್ಧತೆ ಭರದಿಂದ ಸಾಗಿದ್ದು, ಮಣ್ಣಿನ ಗಣಪತಿ ಮೂರ್ತಿಗಳಿಗೆ ಬೇಡಿಕೆ ಹೆಚ್ಚಾಗಿದೆ. ಕುಂಬಾರರ ಕುಟುಂಬಗಳು ತಲೆಮಾರುಗಳಿಂದ ಮೂರ್ತಿಗಳನ್ನು ತಯಾರಿಸುತ್ತಿವೆ. ಪರಿಸರ ಸ್ನೇಹಿ ಮೂರ್ತಿಗಳ ತಯಾರಿಕೆಗೆ ಹೆಚ್ಚಿನ ಆದ್ಯತೆ ನೀಡಲಾಗುತ್ತಿದೆ ಎಂದು ತಿಳಿಸಿದರು. ಸಾರ್ವಜನಿಕರು ಹೆಚ್ಚಿನ ಸಂಖ್ಯೆಯಲ್ಲಿ ಮೂರ್ತಿಗಳನ್ನು ಖರೀದಿಸುತ್ತಿದ್ದು, ಮಾರುಕಟ್ಟೆಯಲ್ಲಿ ಉತ್ತಮ ವಹಿವಾಟು ನಡೆಯುತ್ತಿದೆ.: [338, 488, 400, 527]
- women-byline: ● ಉದಯವಾಣಿ ಸಮಾಚಾರ: [124, 483, 162, 488]
- left-story2-headline: ಅನುಮತಿಗೆ ದಾಖಲೆಗಳು ಕಡ್ಡಾಯ: [17, 368, 103, 377]
- right-story2-body: ರಾಮನಗರ: ಜಿಲ್ಲೆಯಲ್ಲಿ ಗಣೇಶ ಚತುರ್ಥಿ ಹಬ್ಬದ ಸಿದ್ಧತೆ ಭರದಿಂದ ಸಾಗಿದ್ದು, ಮಣ್ಣಿನ ಗಣಪತಿ ಮೂರ್ತಿಗಳಿಗೆ ಬೇಡಿಕೆ ಹೆಚ್ಚಾಗಿದೆ. ಕುಂಬಾರರ ಕುಟುಂಬಗಳು ತಲೆಮಾರುಗಳಿಂದ ಮೂರ್ತಿಗಳನ್ನು ತಯಾರಿಸುತ್ತಿವೆ. ಪರಿಸರ ಸ್ನೇಹಿ ಮೂರ್ತಿಗಳ ತಯಾರಿಕೆಗೆ ಹೆಚ್ಚಿನ ಆದ್ಯತೆ ನೀಡಲಾಗುತ್ತಿದೆ ಎಂದು ತಿಳಿಸಿದರು. ಸಾರ್ವಜನಿಕರು ಹೆಚ್ಚಿನ ಸಂಖ್ಯೆಯಲ್ಲಿ ಮೂರ್ತಿಗಳನ್ನು ಖರೀದಿಸುತ್ತಿದ್ದು, ಮಾರುಕಟ್ಟೆಯಲ್ಲಿ ಉತ್ತಮ ವಹಿವಾಟು ನಡೆಯುತ್ತಿದೆ.: [470, 472, 598, 491]
- ad-contact[interactable]: [479, 3, 597, 57]
- aids-body-3: ರಾಮನಗರ: ಜಿಲ್ಲೆಯಲ್ಲಿ ಗಣೇಶ ಚತುರ್ಥಿ ಹಬ್ಬದ ಸಿದ್ಧತೆ ಭರದಿಂದ ಸಾಗಿದ್ದು, ಮಣ್ಣಿನ ಗಣಪತಿ ಮೂರ್ತಿಗಳಿಗೆ ಬೇಡಿಕೆ ಹೆಚ್ಚಾಗಿದೆ. ಕುಂಬಾರರ ಕುಟುಂಬಗಳು ತಲೆಮಾರುಗಳಿಂದ ಮೂರ್ತಿಗಳನ್ನು ತಯಾರಿಸುತ್ತಿವೆ. ಪರಿಸರ ಸ್ನೇಹಿ ಮೂರ್ತಿಗಳ ತಯಾರಿಕೆಗೆ ಹೆಚ್ಚಿನ ಆದ್ಯತೆ ನೀಡಲಾಗುತ್ತಿದೆ ಎಂದು ತಿಳಿಸಿದರು. ಸಾರ್ವಜನಿಕರು ಹೆಚ್ಚಿನ ಸಂಖ್ಯೆಯಲ್ಲಿ ಮೂರ್ತಿಗಳನ್ನು ಖರೀದಿಸುತ್ತಿದ್ದು, ಮಾರುಕಟ್ಟೆಯಲ್ಲಿ ಉತ್ತಮ ವಹಿವಾಟು ನಡೆಯುತ್ತಿದೆ.: [336, 340, 396, 379]
- school-caption: ಚನ್ನಪಟ್ಟಣದ ಸರ್ಕಾರಿ ಶಾಲೆಯಲ್ಲಿ ವಿದ್ಯಾರ್ಥಿಗಳಿಗೆ ಸಮವಸ್ತ್ರ ವಿತರಿಸಲಾಯಿತು.: [74, 820, 158, 824]
- ad-newspaper[interactable]: [305, 3, 403, 57]
- main-photo-idols: [184, 121, 316, 219]
- right-story1-body: ರಾಮನಗರ: ಜಿಲ್ಲೆಯಲ್ಲಿ ಗಣೇಶ ಚತುರ್ಥಿ ಹಬ್ಬದ ಸಿದ್ಧತೆ ಭರದಿಂದ ಸಾಗಿದ್ದು, ಮಣ್ಣಿನ ಗಣಪತಿ ಮೂರ್ತಿಗಳಿಗೆ ಬೇಡಿಕೆ ಹೆಚ್ಚಾಗಿದೆ. ಕುಂಬಾರರ ಕುಟುಂಬಗಳು ತಲೆಮಾರುಗಳಿಂದ ಮೂರ್ತಿಗಳನ್ನು ತಯಾರಿಸುತ್ತಿವೆ. ಪರಿಸರ ಸ್ನೇಹಿ ಮೂರ್ತಿಗಳ ತಯಾರಿಕೆಗೆ ಹೆಚ್ಚಿನ ಆದ್ಯತೆ ನೀಡಲಾಗುತ್ತಿದೆ ಎಂದು ತಿಳಿಸಿದರು. ಸಾರ್ವಜನಿಕರು ಹೆಚ್ಚಿನ ಸಂಖ್ಯೆಯಲ್ಲಿ ಮೂರ್ತಿಗಳನ್ನು ಖರೀದಿಸುತ್ತಿದ್ದು, ಮಾರುಕಟ್ಟೆಯಲ್ಲಿ ಉತ್ತಮ ವಹಿವಾಟು ನಡೆಯುತ್ತಿದೆ.: [470, 334, 598, 353]
- ad1-cta: ಈಗಲೇ ಖರೀದಿಸಿ: [334, 34, 367, 41]
- women-body-2: ರಾಮನಗರ: ಜಿಲ್ಲೆಯಲ್ಲಿ ಗಣೇಶ ಚತುರ್ಥಿ ಹಬ್ಬದ ಸಿದ್ಧತೆ ಭರದಿಂದ ಸಾಗಿದ್ದು, ಮಣ್ಣಿನ ಗಣಪತಿ ಮೂರ್ತಿಗಳಿಗೆ ಬೇಡಿಕೆ ಹೆಚ್ಚಾಗಿದೆ. ಕುಂಬಾರರ ಕುಟುಂಬಗಳು ತಲೆಮಾರುಗಳಿಂದ ಮೂರ್ತಿಗಳನ್ನು ತಯಾರಿಸುತ್ತಿವೆ. ಪರಿಸರ ಸ್ನೇಹಿ ಮೂರ್ತಿಗಳ ತಯಾರಿಕೆಗೆ ಹೆಚ್ಚಿನ ಆದ್ಯತೆ ನೀಡಲಾಗುತ್ತಿದೆ ಎಂದು ತಿಳಿಸಿದರು. ಸಾರ್ವಜನಿಕರು ಹೆಚ್ಚಿನ ಸಂಖ್ಯೆಯಲ್ಲಿ ಮೂರ್ತಿಗಳನ್ನು ಖರೀದಿಸುತ್ತಿದ್ದು, ಮಾರುಕಟ್ಟೆಯಲ್ಲಿ ಉತ್ತಮ ವಹಿವಾಟು ನಡೆಯುತ್ತಿದೆ.: [204, 584, 336, 603]
- page-number: 2: [4, 6, 20, 32]
- works-body-2: ರಾಮನಗರ: ಜಿಲ್ಲೆಯಲ್ಲಿ ಗಣೇಶ ಚತುರ್ಥಿ ಹಬ್ಬದ ಸಿದ್ಧತೆ ಭರದಿಂದ ಸಾಗಿದ್ದು, ಮಣ್ಣಿನ ಗಣಪತಿ ಮೂರ್ತಿಗಳಿಗೆ ಬೇಡಿಕೆ ಹೆಚ್ಚಾಗಿದೆ. ಕುಂಬಾರರ ಕುಟುಂಬಗಳು ತಲೆಮಾರುಗಳಿಂದ ಮೂರ್ತಿಗಳನ್ನು ತಯಾರಿಸುತ್ತಿವೆ. ಪರಿಸರ ಸ್ನೇಹಿ ಮೂರ್ತಿಗಳ ತಯಾರಿಕೆಗೆ ಹೆಚ್ಚಿನ ಆದ್ಯತೆ ನೀಡಲಾಗುತ್ತಿದೆ ಎಂದು ತಿಳಿಸಿದರು. ಸಾರ್ವಜನಿಕರು ಹೆಚ್ಚಿನ ಸಂಖ್ಯೆಯಲ್ಲಿ ಮೂರ್ತಿಗಳನ್ನು ಖರೀದಿಸುತ್ತಿದ್ದು, ಮಾರುಕಟ್ಟೆಯಲ್ಲಿ ಉತ್ತಮ ವಹಿವಾಟು ನಡೆಯುತ್ತಿದೆ.: [302, 770, 364, 809]
- section-title: ರಾಮನಗರ: [125, 6, 220, 36]
- quote-author: ● ಪ್ರಭುಸ್ವಾಮಿ, ಗಣೇಶ ಮೂರ್ತಿ ತಯಾರಕರು: [285, 263, 342, 268]
- main-quote-box: [224, 232, 404, 272]
- women-caption: ಮಾಗಡಿಯ ರಾಮನಗರ ಸಂಘದ ಕಾರ್ಯಕ್ರಮದಲ್ಲಿ ಶ್ರೀಯುತ ಜಯಂತ್ ಮಾತನಾಡಿದರು.: [204, 570, 299, 574]
